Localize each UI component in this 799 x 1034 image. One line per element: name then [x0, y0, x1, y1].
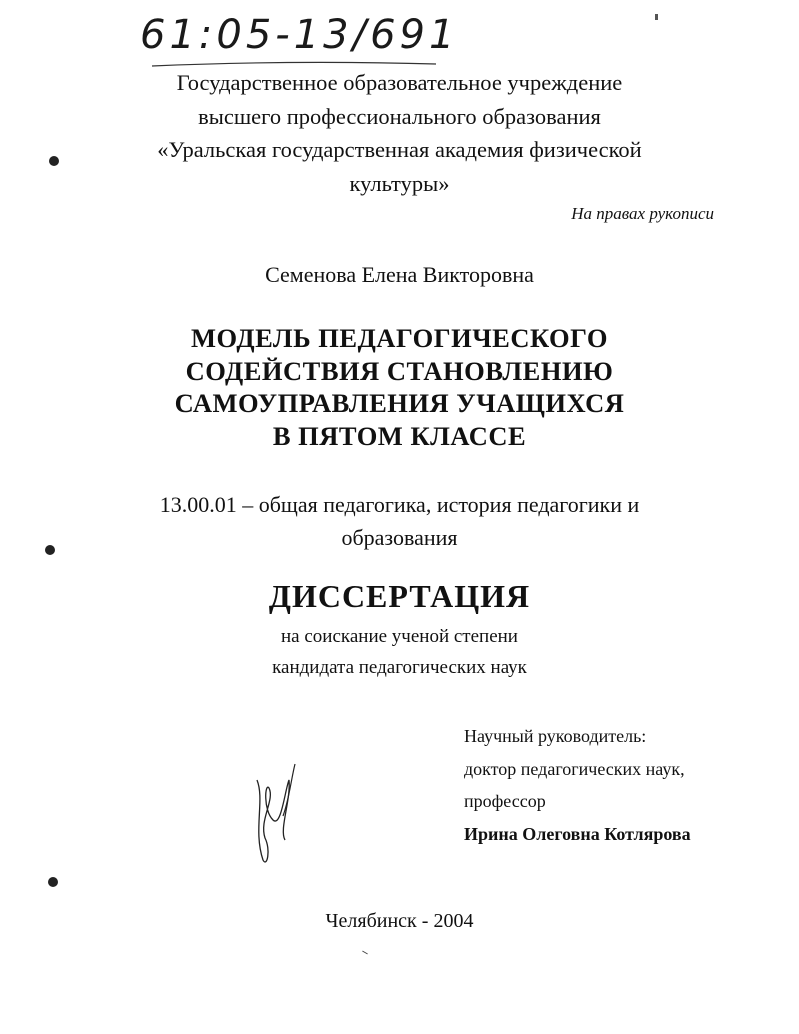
city-year: Челябинск - 2004	[325, 910, 474, 932]
author-name: Семенова Елена Викторовна	[265, 262, 534, 287]
dissertation-title: МОДЕЛЬ ПЕДАГОГИЧЕСКОГО СОДЕЙСТВИЯ СТАНОВЛЕНИЮ САМОУПРАВЛЕНИЯ УЧАЩИХСЯ В ПЯТОМ КЛАССЕ	[174, 323, 625, 451]
degree-sought: на соискание ученой степени кандидата педагогических наук	[272, 626, 527, 678]
archive-number-handwritten: 61:05-13/691	[140, 12, 459, 58]
binding-hole-mark	[48, 877, 58, 887]
work-type-heading: ДИССЕРТАЦИЯ	[268, 578, 531, 614]
supervisor-degree: доктор педагогических наук,	[464, 758, 685, 779]
specialty: 13.00.01 – общая педагогика, история педагогики и образования	[159, 492, 640, 550]
institution-name: Государственное образовательное учреждение высшего профессионального образования «Уральская государственная академия физической культуры»	[157, 70, 642, 196]
page-mark	[362, 951, 368, 955]
supervisor-block	[464, 720, 691, 850]
corner-mark	[655, 14, 658, 20]
supervisor-name: Ирина Олеговна Котлярова	[464, 823, 691, 844]
supervisor-rank: профессор	[464, 791, 546, 811]
manuscript-rights: На правах рукописи	[571, 204, 714, 223]
supervisor-label: Научный руководитель:	[464, 726, 647, 746]
author-signature	[245, 760, 315, 870]
